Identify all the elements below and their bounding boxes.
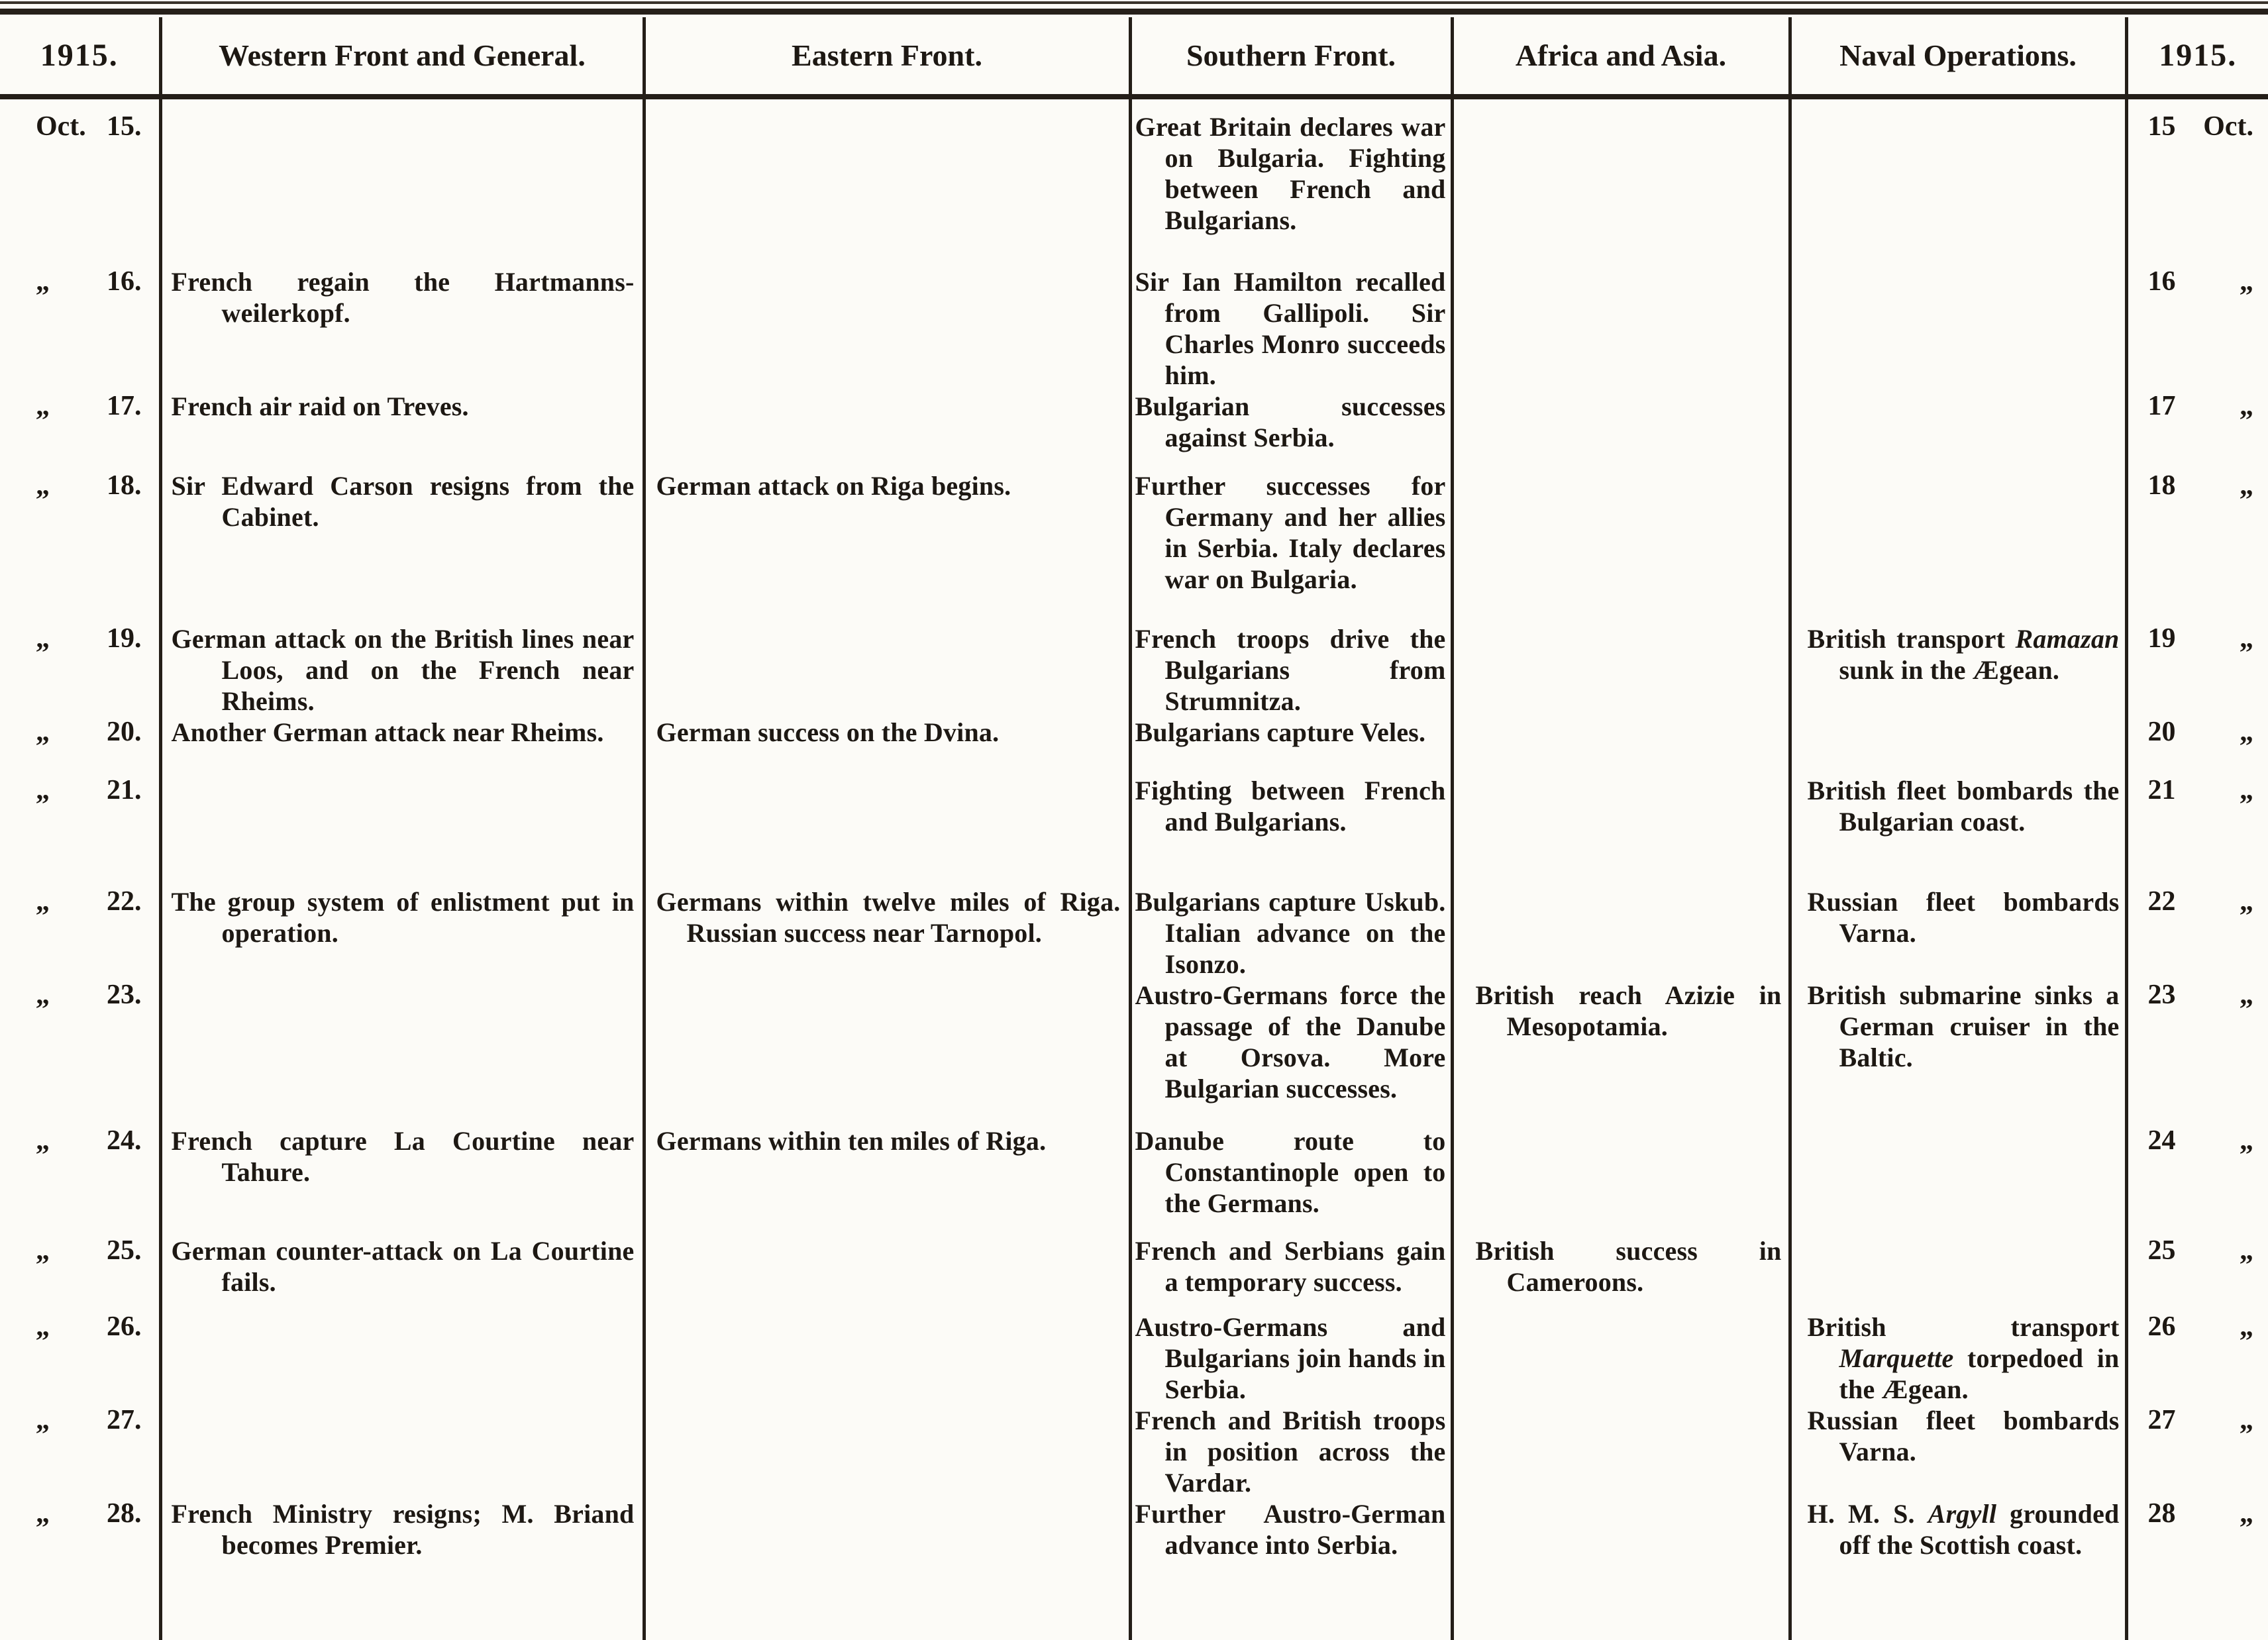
eastern-front-cell <box>644 980 1130 1125</box>
column-header-naval-operations: Naval Operations. <box>1790 17 2126 97</box>
africa-asia-cell <box>1452 1125 1790 1235</box>
entry-africa-asia: British reach Azizie in Mesopotamia. <box>1475 980 1782 1041</box>
entry-naval-operations: H. M. S. Argyll grounded off the Scottish coast. <box>1807 1499 2120 1560</box>
entry-southern-front: Further Austro-German advance into Serbia. <box>1135 1499 1446 1560</box>
eastern-front-cell <box>644 717 1130 775</box>
entry-southern-front: Austro-Germans and Bulgarians join hands in Serbia. <box>1135 1312 1446 1404</box>
naval-operations-cell <box>1790 266 2126 391</box>
entry-western-front: Another German attack near Rheims. <box>171 717 604 747</box>
date-day-left: 27. <box>107 1405 142 1435</box>
entry-eastern-front: German attack on Riga begins. <box>656 471 1011 501</box>
eastern-front-cell <box>644 97 1130 266</box>
eastern-front-cell <box>644 775 1130 886</box>
date-month-or-ditto-left: „ <box>36 1311 50 1342</box>
entry-southern-front: Danube route to Constantinople open to the Germans. <box>1135 1126 1446 1218</box>
naval-operations-cell <box>1790 391 2126 470</box>
entry-southern-front: Bulgarian successes against Serbia. <box>1135 391 1446 452</box>
table-row <box>0 886 2268 980</box>
southern-front-cell <box>1130 266 1452 391</box>
western-front-cell <box>160 1125 644 1235</box>
southern-front-cell <box>1130 1125 1452 1235</box>
date-month-or-ditto-left: „ <box>36 775 50 805</box>
date-month-or-ditto-right: „ <box>2240 623 2253 654</box>
date-right-cell <box>2126 391 2268 470</box>
date-day-left: 19. <box>107 623 142 654</box>
entry-naval-operations: Russian fleet bombards Varna. <box>1807 1406 2120 1466</box>
date-day-right: 22 <box>2147 886 2176 917</box>
date-month-or-ditto-left: „ <box>36 886 50 917</box>
date-left-cell <box>0 97 160 266</box>
date-month-or-ditto-right: „ <box>2240 391 2253 421</box>
eastern-front-cell <box>644 391 1130 470</box>
entry-naval-operations: British transport Marquette torpedoed in the Ægean. <box>1807 1312 2120 1404</box>
date-right-cell <box>2126 470 2268 623</box>
date-month-or-ditto-left: „ <box>36 1235 50 1266</box>
eastern-front-cell <box>644 1125 1130 1235</box>
naval-operations-cell <box>1790 1498 2126 1640</box>
date-right-cell <box>2126 775 2268 886</box>
column-header-eastern-front: Eastern Front. <box>644 17 1130 97</box>
date-month-or-ditto-right: „ <box>2240 266 2253 297</box>
date-left-cell <box>0 1405 160 1498</box>
date-left-cell <box>0 470 160 623</box>
southern-front-cell <box>1130 1235 1452 1311</box>
western-front-cell <box>160 266 644 391</box>
date-day-right: 27 <box>2147 1405 2176 1435</box>
date-right-cell <box>2126 1311 2268 1405</box>
entry-western-front: German counter-attack on La Courtine fails. <box>171 1236 635 1297</box>
entry-western-front: French air raid on Treves. <box>171 391 469 421</box>
top-rule-thin <box>0 1 2268 4</box>
date-month-or-ditto-right: „ <box>2240 470 2253 501</box>
eastern-front-cell <box>644 470 1130 623</box>
entry-western-front: German attack on the British lines near Loos, and on the French near Rheims. <box>171 624 635 716</box>
date-left-cell <box>0 1311 160 1405</box>
table-row <box>0 980 2268 1125</box>
date-day-left: 20. <box>107 717 142 747</box>
africa-asia-cell <box>1452 886 1790 980</box>
entry-africa-asia: British success in Cameroons. <box>1475 1236 1782 1297</box>
table-row <box>0 1498 2268 1640</box>
date-day-right: 23 <box>2147 980 2176 1010</box>
entry-southern-front: Austro-Germans force the passage of the Danube at Orsova. More Bulgarian successes. <box>1135 980 1446 1103</box>
date-day-left: 28. <box>107 1498 142 1529</box>
date-right-cell <box>2126 97 2268 266</box>
eastern-front-cell <box>644 1405 1130 1498</box>
date-month-or-ditto-right: „ <box>2240 980 2253 1010</box>
entry-naval-operations: Russian fleet bombards Varna. <box>1807 887 2120 948</box>
western-front-cell <box>160 1311 644 1405</box>
entry-southern-front: Bulgarians capture Veles. <box>1135 717 1426 747</box>
naval-operations-cell <box>1790 470 2126 623</box>
year-header-left: 1915. <box>0 17 160 97</box>
table-row <box>0 391 2268 470</box>
entry-western-front: French regain the Hartmanns-weilerkopf. <box>171 267 635 328</box>
entry-southern-front: French troops drive the Bulgarians from Strumnitza. <box>1135 624 1446 716</box>
entry-eastern-front: Germans within ten miles of Riga. <box>656 1126 1047 1156</box>
year-header-right: 1915. <box>2126 17 2268 97</box>
naval-operations-cell <box>1790 1311 2126 1405</box>
naval-operations-cell <box>1790 1235 2126 1311</box>
date-left-cell <box>0 775 160 886</box>
date-month-or-ditto-right: „ <box>2240 717 2253 747</box>
southern-front-cell <box>1130 97 1452 266</box>
entry-western-front: Sir Edward Carson resigns from the Cabinet. <box>171 471 635 532</box>
date-day-left: 15. <box>107 111 142 142</box>
africa-asia-cell <box>1452 97 1790 266</box>
date-day-left: 26. <box>107 1311 142 1342</box>
column-header-southern-front: Southern Front. <box>1130 17 1452 97</box>
date-month-or-ditto-right: „ <box>2240 1311 2253 1342</box>
top-rule-thick <box>0 9 2268 15</box>
naval-operations-cell <box>1790 623 2126 717</box>
date-month-or-ditto-left: „ <box>36 623 50 654</box>
western-front-cell <box>160 1498 644 1640</box>
date-right-cell <box>2126 1125 2268 1235</box>
date-right-cell <box>2126 1405 2268 1498</box>
eastern-front-cell <box>644 1311 1130 1405</box>
southern-front-cell <box>1130 391 1452 470</box>
table-row <box>0 623 2268 717</box>
africa-asia-cell <box>1452 980 1790 1125</box>
africa-asia-cell <box>1452 470 1790 623</box>
eastern-front-cell <box>644 1235 1130 1311</box>
date-right-cell <box>2126 266 2268 391</box>
date-left-cell <box>0 886 160 980</box>
date-day-right: 20 <box>2147 717 2176 747</box>
southern-front-cell <box>1130 775 1452 886</box>
table-row <box>0 775 2268 886</box>
date-month-or-ditto-right: „ <box>2240 1125 2253 1156</box>
date-day-right: 18 <box>2147 470 2176 501</box>
date-month-or-ditto-right: „ <box>2240 1235 2253 1266</box>
western-front-cell <box>160 980 644 1125</box>
entry-southern-front: Bulgarians capture Uskub. Italian advance on the Isonzo. <box>1135 887 1446 979</box>
entry-western-front: French capture La Courtine near Tahure. <box>171 1126 635 1187</box>
naval-operations-cell <box>1790 775 2126 886</box>
date-month-or-ditto-left: „ <box>36 1405 50 1435</box>
africa-asia-cell <box>1452 623 1790 717</box>
eastern-front-cell <box>644 623 1130 717</box>
date-right-cell <box>2126 980 2268 1125</box>
date-left-cell <box>0 266 160 391</box>
date-day-left: 21. <box>107 775 142 805</box>
date-month-or-ditto-left: „ <box>36 717 50 747</box>
date-day-left: 17. <box>107 391 142 421</box>
entry-southern-front: Further successes for Germany and her allies in Serbia. Italy declares war on Bulgaria. <box>1135 471 1446 594</box>
southern-front-cell <box>1130 470 1452 623</box>
date-day-left: 24. <box>107 1125 142 1156</box>
entry-southern-front: French and British troops in position across the Vardar. <box>1135 1406 1446 1498</box>
naval-operations-cell <box>1790 717 2126 775</box>
africa-asia-cell <box>1452 391 1790 470</box>
date-day-left: 18. <box>107 470 142 501</box>
date-day-right: 19 <box>2147 623 2176 654</box>
africa-asia-cell <box>1452 1311 1790 1405</box>
entry-naval-operations: British fleet bombards the Bulgarian coast. <box>1807 776 2120 837</box>
date-right-cell <box>2126 1498 2268 1640</box>
date-month-or-ditto-left: „ <box>36 470 50 501</box>
entry-southern-front: Sir Ian Hamilton recalled from Gallipoli. Sir Charles Monro succeeds him. <box>1135 267 1446 390</box>
date-day-left: 16. <box>107 266 142 297</box>
naval-operations-cell <box>1790 1405 2126 1498</box>
date-left-cell <box>0 1125 160 1235</box>
africa-asia-cell <box>1452 775 1790 886</box>
date-month-or-ditto-right: „ <box>2240 886 2253 917</box>
entry-western-front <box>162 99 643 111</box>
africa-asia-cell <box>1452 1498 1790 1640</box>
date-right-cell <box>2126 1235 2268 1311</box>
western-front-cell <box>160 1405 644 1498</box>
date-right-cell <box>2126 623 2268 717</box>
western-front-cell <box>160 391 644 470</box>
western-front-cell <box>160 1235 644 1311</box>
date-day-right: 17 <box>2147 391 2176 421</box>
date-month-or-ditto-left: „ <box>36 266 50 297</box>
date-day-right: 25 <box>2147 1235 2176 1266</box>
date-day-right: 21 <box>2147 775 2176 805</box>
chronology-body <box>0 97 2268 1640</box>
table-row <box>0 717 2268 775</box>
date-left-cell <box>0 1235 160 1311</box>
western-front-cell <box>160 886 644 980</box>
southern-front-cell <box>1130 623 1452 717</box>
western-front-cell <box>160 470 644 623</box>
eastern-front-cell <box>644 1498 1130 1640</box>
date-day-left: 22. <box>107 886 142 917</box>
africa-asia-cell <box>1452 717 1790 775</box>
eastern-front-cell <box>644 886 1130 980</box>
date-left-cell <box>0 717 160 775</box>
entry-eastern-front: German success on the Dvina. <box>656 717 1000 747</box>
western-front-cell <box>160 97 644 266</box>
table-row <box>0 1405 2268 1498</box>
date-month-or-ditto-left: „ <box>36 391 50 421</box>
date-day-right: 16 <box>2147 266 2176 297</box>
southern-front-cell <box>1130 886 1452 980</box>
date-month-or-ditto-right: „ <box>2240 1498 2253 1529</box>
date-right-cell <box>2126 717 2268 775</box>
date-day-right: 28 <box>2147 1498 2176 1529</box>
date-left-cell <box>0 623 160 717</box>
southern-front-cell <box>1130 717 1452 775</box>
date-right-cell <box>2126 886 2268 980</box>
table-row <box>0 1311 2268 1405</box>
date-month-or-ditto-right: Oct. <box>2203 111 2253 142</box>
date-month-or-ditto-left: „ <box>36 980 50 1010</box>
naval-operations-cell <box>1790 980 2126 1125</box>
eastern-front-cell <box>644 266 1130 391</box>
column-header-africa-asia: Africa and Asia. <box>1452 17 1790 97</box>
chronology-table <box>0 17 2268 1640</box>
entry-western-front: The group system of enlistment put in operation. <box>171 887 635 948</box>
entry-southern-front: Great Britain declares war on Bulgaria. Fighting between French and Bulgarians. <box>1135 112 1446 235</box>
table-row <box>0 470 2268 623</box>
date-day-left: 25. <box>107 1235 142 1266</box>
table-row <box>0 97 2268 266</box>
southern-front-cell <box>1130 1498 1452 1640</box>
date-day-right: 26 <box>2147 1311 2176 1342</box>
western-front-cell <box>160 775 644 886</box>
africa-asia-cell <box>1452 266 1790 391</box>
naval-operations-cell <box>1790 1125 2126 1235</box>
column-header-western-front: Western Front and General. <box>160 17 644 97</box>
africa-asia-cell <box>1452 1235 1790 1311</box>
date-left-cell <box>0 1498 160 1640</box>
western-front-cell <box>160 623 644 717</box>
entry-western-front: French Ministry resigns; M. Briand becomes Premier. <box>171 1499 635 1560</box>
date-month-or-ditto-right: „ <box>2240 1405 2253 1435</box>
date-day-left: 23. <box>107 980 142 1010</box>
naval-operations-cell <box>1790 97 2126 266</box>
date-left-cell <box>0 980 160 1125</box>
entry-africa-asia <box>1454 99 1788 111</box>
table-row <box>0 266 2268 391</box>
entry-southern-front: French and Serbians gain a temporary success. <box>1135 1236 1446 1297</box>
southern-front-cell <box>1130 980 1452 1125</box>
date-left-cell <box>0 391 160 470</box>
entry-southern-front: Fighting between French and Bulgarians. <box>1135 776 1446 837</box>
date-day-right: 24 <box>2147 1125 2176 1156</box>
western-front-cell <box>160 717 644 775</box>
table-row <box>0 1125 2268 1235</box>
southern-front-cell <box>1130 1311 1452 1405</box>
naval-operations-cell <box>1790 886 2126 980</box>
date-day-right: 15 <box>2147 111 2176 142</box>
date-month-or-ditto-left: „ <box>36 1125 50 1156</box>
date-month-or-ditto-left: Oct. <box>36 111 86 142</box>
entry-naval-operations: British transport Ramazan sunk in the Ægean. <box>1807 624 2120 685</box>
entry-eastern-front: Germans within twelve miles of Riga. Russian success near Tarnopol. <box>656 887 1121 948</box>
africa-asia-cell <box>1452 1405 1790 1498</box>
table-row <box>0 1235 2268 1311</box>
southern-front-cell <box>1130 1405 1452 1498</box>
date-month-or-ditto-right: „ <box>2240 775 2253 805</box>
entry-naval-operations: British submarine sinks a German cruiser in the Baltic. <box>1807 980 2120 1072</box>
table-header <box>0 17 2268 97</box>
entry-naval-operations <box>1792 99 2125 111</box>
entry-eastern-front <box>646 99 1129 111</box>
date-month-or-ditto-left: „ <box>36 1498 50 1529</box>
